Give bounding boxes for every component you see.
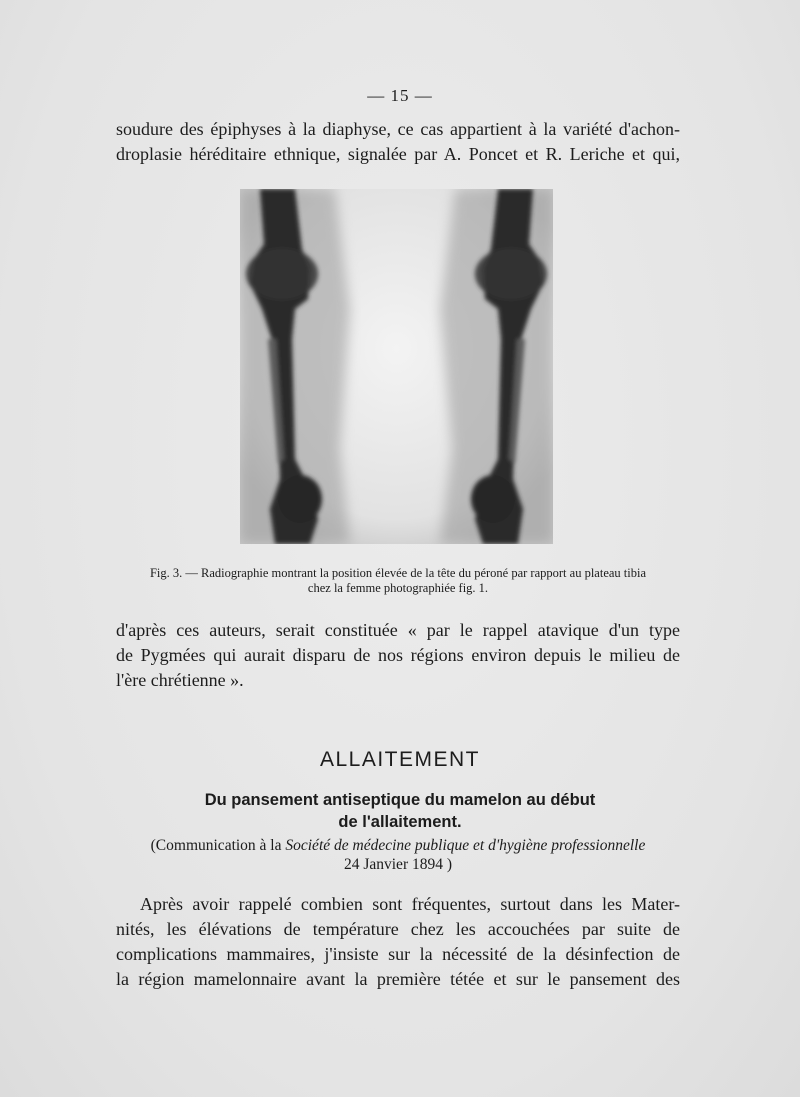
paragraph-3-line: Après avoir rappelé combien sont fréquentes, surtout dans les Mater- [140, 894, 680, 914]
communication-society: Société de médecine publique et d'hygiène professionnelle [285, 837, 646, 854]
communication-note [116, 836, 680, 874]
communication-line [116, 836, 680, 855]
paragraph-2-line: d'après ces auteurs, serait constituée « par le rappel atavique d'un type [116, 620, 680, 640]
page-number: — 15 — [367, 86, 433, 105]
paragraph-3-line: la région mamelonnaire avant la première tétée et sur le pansement des [116, 969, 680, 989]
paragraph-2-line: de Pygmées qui aurait disparu de nos régions environ depuis le milieu de [116, 645, 680, 665]
communication-prefix: (Communication à la [150, 837, 286, 854]
caption-line: Fig. 3. — Radiographie montrant la position élevée de la tête du péroné par rapport au plateau tibia [149, 566, 647, 580]
subtitle-line: Du pansement antiseptique du mamelon au début [204, 791, 596, 809]
article-subtitle [140, 789, 660, 833]
paragraph-2-line: l'ère chrétienne ». [116, 670, 244, 690]
subtitle-line: de l'allaitement. [338, 813, 462, 831]
figure-caption [116, 566, 680, 596]
paragraph-2 [116, 618, 680, 693]
caption-line: chez la femme photographiée fig. 1. [307, 581, 489, 595]
paragraph-1 [116, 117, 680, 167]
paragraph-3-line: nités, les élévations de température chez les accouchées par suite de [116, 919, 680, 939]
paragraph-1-line: droplasie héréditaire ethnique, signalée par A. Poncet et R. Leriche et qui, [116, 144, 680, 164]
paragraph-3 [116, 892, 680, 992]
communication-date: 24 Janvier 1894 ) [343, 856, 453, 873]
paragraph-1-line: soudure des épiphyses à la diaphyse, ce cas appartient à la variété d'achon- [116, 119, 680, 139]
radiograph-figure [240, 189, 553, 544]
radiograph-legs-image [240, 189, 553, 544]
paragraph-3-line: complications mammaires, j'insiste sur la nécessité de la désinfection de [116, 944, 680, 964]
section-title: ALLAITEMENT [319, 748, 481, 771]
